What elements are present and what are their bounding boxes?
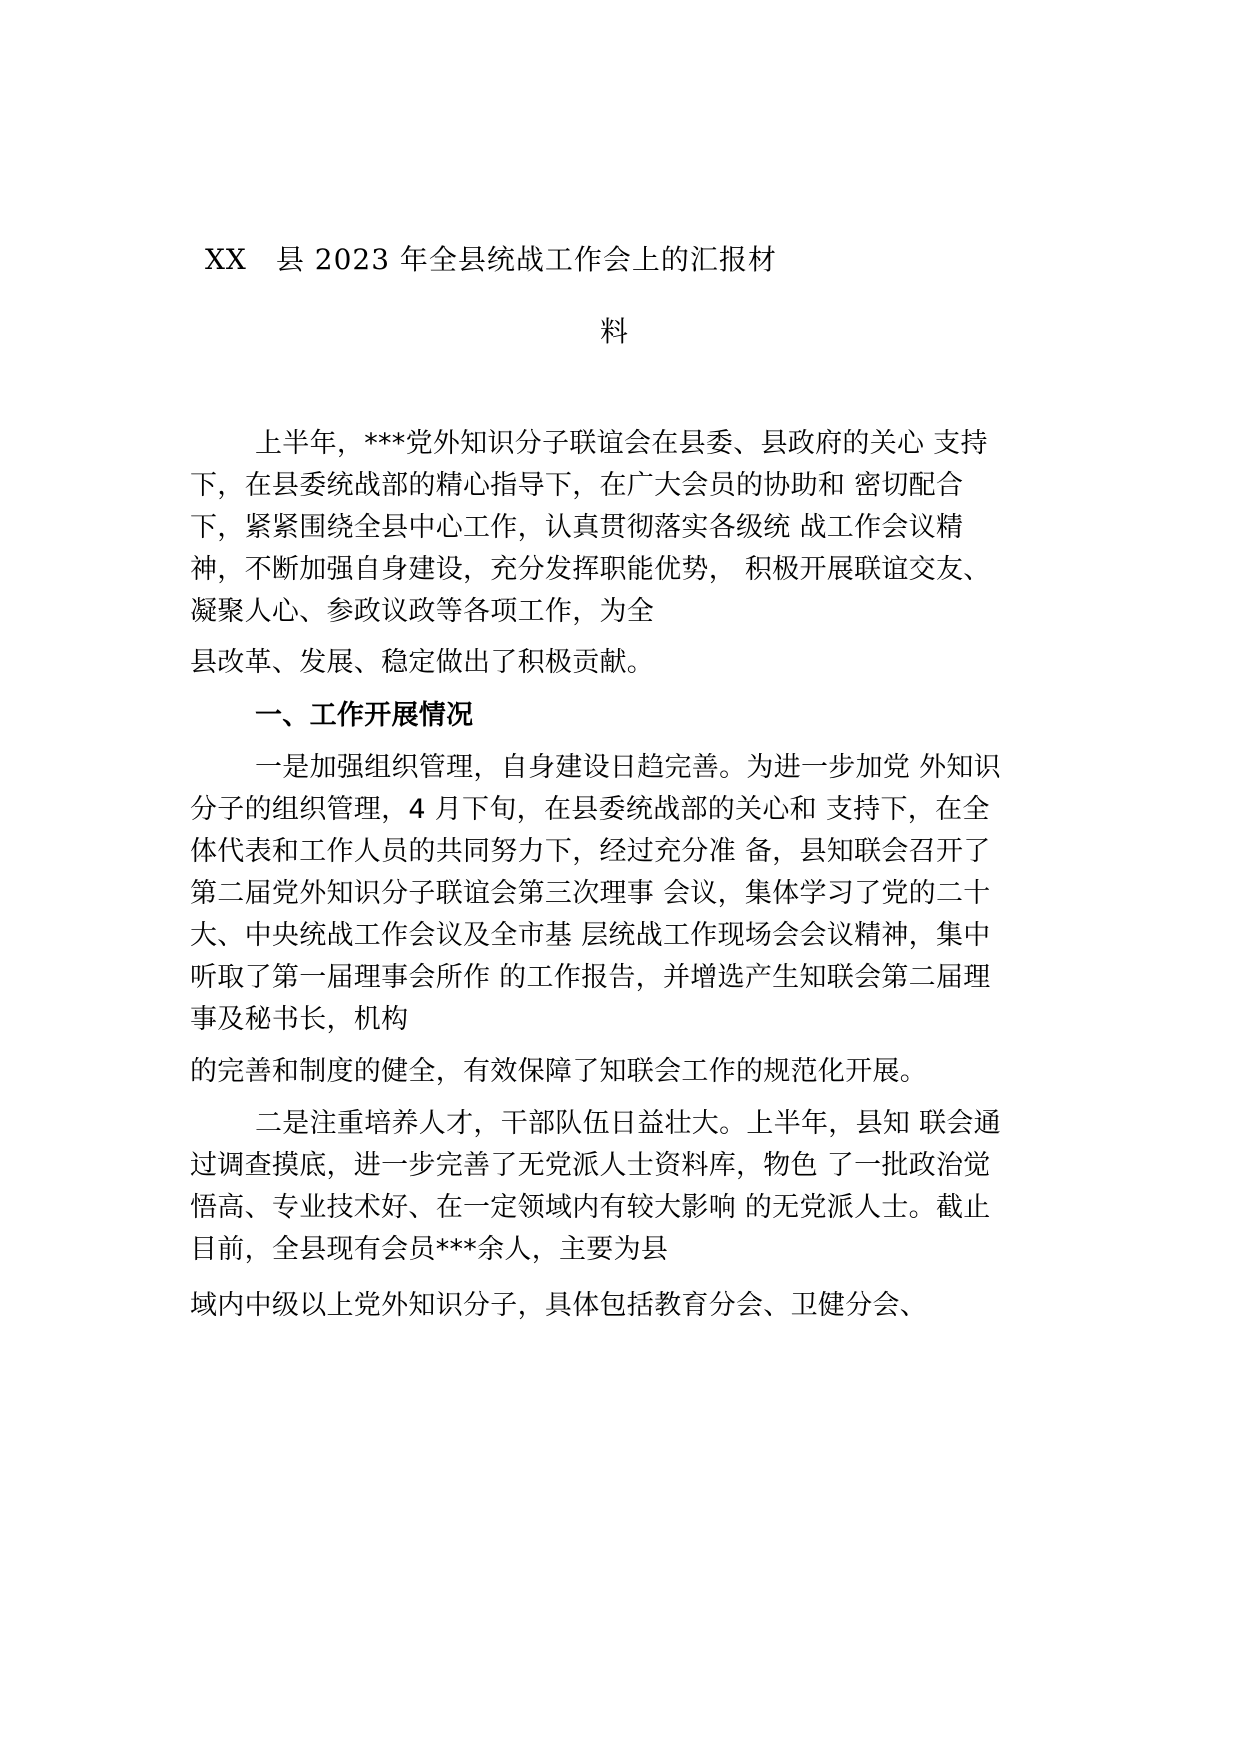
paragraph-line: 听取了第一届理事会所作 的工作报告，并增选产生知联会第二届理: [190, 962, 991, 993]
document-title-continuation: 料: [600, 315, 629, 348]
paragraph-line: 目前，全县现有会员***余人，主要为县: [190, 1234, 669, 1265]
paragraph-line: 下，在县委统战部的精心指导下，在广大会员的协助和 密切配合: [190, 470, 964, 501]
document-title: XX 县 2023 年全县统战工作会上的汇报材: [205, 243, 777, 276]
paragraph-line: 域内中级以上党外知识分子，具体包括教育分会、卫健分会、: [190, 1290, 928, 1321]
paragraph-line: 大、中央统战工作会议及全市基 层统战工作现场会会议精神，集中: [190, 920, 991, 951]
paragraph-line: 悟高、专业技术好、在一定领域内有较大影响 的无党派人士。截止: [190, 1192, 991, 1223]
paragraph-line: 凝聚人心、参政议政等各项工作，为全: [190, 596, 655, 627]
paragraph-line: 神，不断加强自身建设，充分发挥职能优势， 积极开展联谊交友、: [190, 554, 991, 585]
paragraph-line: 县改革、发展、稳定做出了积极贡献。: [190, 647, 655, 678]
paragraph-line: 的完善和制度的健全，有效保障了知联会工作的规范化开展。: [190, 1056, 928, 1087]
section-heading: 一、工作开展情况: [255, 700, 474, 731]
paragraph-line: 体代表和工作人员的共同努力下，经过充分准 备，县知联会召开了: [190, 836, 991, 867]
paragraph-line: 上半年，***党外知识分子联谊会在县委、县政府的关心 支持: [255, 428, 988, 459]
paragraph-line: 过调查摸底，进一步完善了无党派人士资料库，物色 了一批政治觉: [190, 1150, 991, 1181]
paragraph-line: 事及秘书长，机构: [190, 1004, 409, 1035]
paragraph-line: 二是注重培养人才，干部队伍日益壮大。上半年，县知 联会通: [255, 1108, 1001, 1139]
paragraph-line: 一是加强组织管理，自身建设日趋完善。为进一步加党 外知识: [255, 752, 1001, 783]
paragraph-line: 下，紧紧围绕全县中心工作，认真贯彻落实各级统 战工作会议精: [190, 512, 964, 543]
paragraph-line: 第二届党外知识分子联谊会第三次理事 会议，集体学习了党的二十: [190, 878, 991, 909]
paragraph-line: 分子的组织管理，4 月下旬，在县委统战部的关心和 支持下，在全: [190, 794, 990, 825]
